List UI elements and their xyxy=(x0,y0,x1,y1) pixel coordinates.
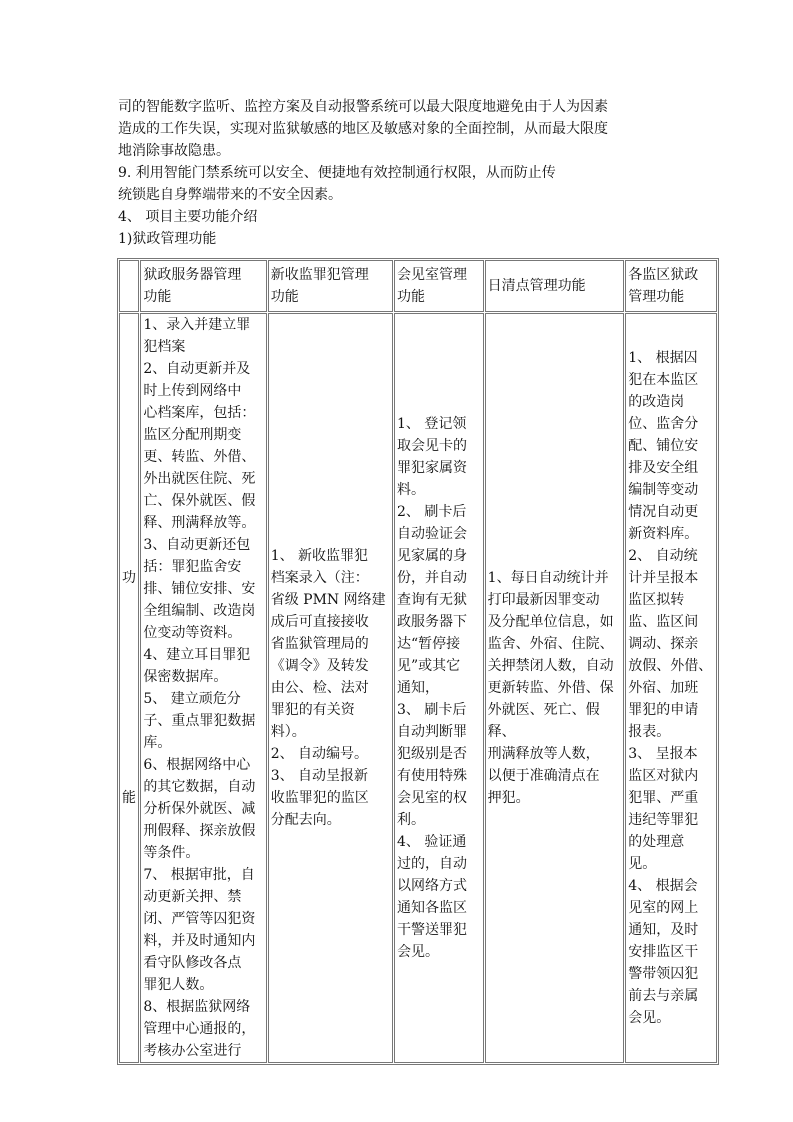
cell-prison-server: 1、录入并建立罪 犯档案 2、自动更新并及 时上传到网络中 心档案库，包括： 监区分配刑期变 更、转监、外借、 外出就医住院、死 亡、保外就医、假 释、刑满释放等。 3、自动更新还包 括：罪犯监舍安 排、铺位安排、安 全组编制、改造岗 位变动等资料。 4、建立耳目罪犯 保密数据库。 5、 建立顽危分 子、重点罪犯数据 库。 6、根据网络中心 的其它数据，自动 分析保外就医、减 刑假释、探亲放假 等条件。 7、 根据审批，自 动更新关押、禁 闭、严管等囚犯资 料，并及时通知内 看守队修改各点 罪犯人数。 8、根据监狱网络 管理中心通报的， 考核办公室进行 xyxy=(140,313,266,1063)
cell-ward-admin: 1、 根据囚 犯在本监区 的改造岗 位、监舍分 配、铺位安 排及安全组 编制等变动 情况自动更 新资料库。 2、 自动统 计并呈报本 监区拟转 监、监区间 调动、探亲 放假、外借、 外宿、加班 罪犯的申请 报表。 3、 呈报本 监区对狱内 犯罪、严重 违纪等罪犯 的处理意 见。 4、 根据会 见室的网上 通知，及时 安排监区干 警带领囚犯 前去与亲属 会见。 xyxy=(625,313,717,1063)
cell-visit-room: 1、 登记领 取会见卡的 罪犯家属资 料。 2、 刷卡后 自动验证会 见家属的身 份，并自动 查询有无狱 政服务器下 达“暂停接 见”或其它 通知， 3、 刷卡后 自动判断罪 犯级别是否 有使用特殊 会见室的权 利。 4、 验证通 过的，自动 以网络方式 通知各监区 干警送罪犯 会见。 xyxy=(394,313,484,1063)
header-daily-count: 日清点管理功能 xyxy=(485,260,625,312)
header-visit-room: 会见室管理 功能 xyxy=(394,260,484,312)
table-row xyxy=(119,313,717,1063)
intro-paragraph-1: 司的智能数字监听、监控方案及自动报警系统可以最大限度地避免由于人为因素 造成的工作失误，实现对监狱敏感的地区及敏感对象的全面控制，从而最大限度 地消除事故隐患。 xyxy=(118,99,608,159)
function-table xyxy=(117,258,719,1065)
header-new-inmate: 新收监罪犯管理 功能 xyxy=(268,260,393,312)
header-cell-empty xyxy=(119,260,139,312)
intro-section xyxy=(118,96,728,250)
cell-daily-count: 1、每日自动统计并 打印最新因罪变动 及分配单位信息，如 监舍、外宿、住院、 关押禁闭人数，自动 更新转监、外借、保 外就医、死亡、假释、 刑满释放等人数， 以便于准确清点在 押犯。 xyxy=(485,313,625,1063)
row-label: 功 能 xyxy=(119,313,139,1063)
intro-paragraph-2: 9. 利用智能门禁系统可以安全、便捷地有效控制通行权限，从而防止传 统锁匙自身弊端带来的不安全因素。 xyxy=(118,165,556,203)
section-heading: 4、 项目主要功能介绍 xyxy=(118,209,258,225)
table-header-row xyxy=(119,260,717,312)
subsection-heading: 1)狱政管理功能 xyxy=(118,231,217,247)
header-ward-admin: 各监区狱政 管理功能 xyxy=(625,260,717,312)
cell-new-inmate: 1、 新收监罪犯 档案录入（注： 省级 PMN 网络建 成后可直接接收 省监狱管理局的 《调令》及转发 由公、检、法对 罪犯的有关资 料）。 2、 自动编号。 3、 自动呈报新 收监罪犯的监区 分配去向。 xyxy=(268,313,393,1063)
header-prison-server: 狱政服务器管理 功能 xyxy=(140,260,266,312)
